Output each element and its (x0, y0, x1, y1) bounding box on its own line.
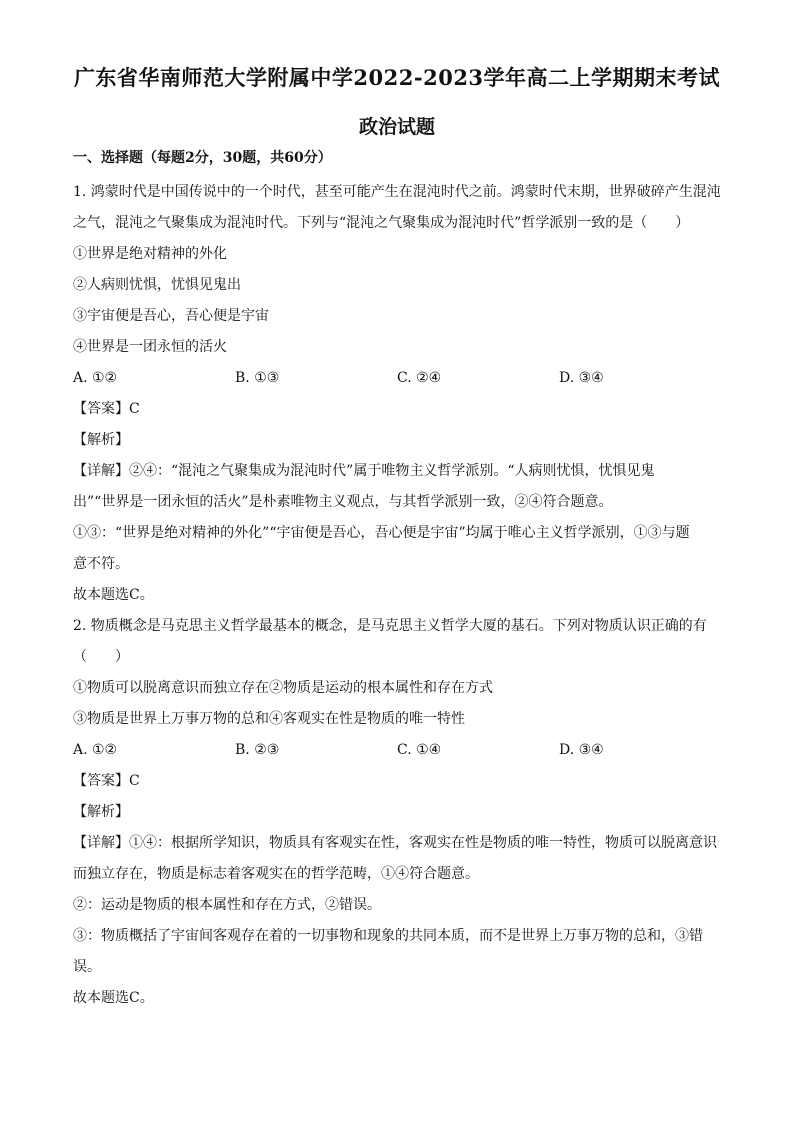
q1-detail-line-1: 【详解】②④：“混沌之气聚集成为混沌时代”属于唯物主义哲学派别。“人病则忧惧，忧惧见鬼 (73, 463, 655, 479)
q1-item-3: ③宇宙便是吾心，吾心便是宇宙 (73, 308, 269, 324)
q2-detail-line-5: 误。 (73, 959, 101, 975)
q2-options (73, 735, 723, 766)
q1-detail-line-3: ①③：“世界是绝对精神的外化”“宇宙便是吾心，吾心便是宇宙”均属于唯心主义哲学派别，①③与题 (73, 525, 690, 541)
q1-detail-line-4: 意不符。 (73, 556, 129, 572)
q1-item-2: ②人病则忧惧，忧惧见鬼出 (73, 277, 241, 293)
q2-option-d: D. ③④ (559, 742, 604, 758)
document-title: 广东省华南师范大学附属中学2022-2023学年高二上学期期末考试 (73, 65, 721, 90)
document-body (73, 147, 723, 1014)
q2-stem-line-2: （ ） (73, 649, 129, 665)
q1-answer: 【答案】C (73, 401, 140, 417)
q2-item-line-2: ③物质是世界上万事万物的总和④客观实在性是物质的唯一特性 (73, 711, 465, 727)
q1-item-4: ④世界是一团永恒的活火 (73, 339, 227, 355)
q2-detail-line-3: ②：运动是物质的根本属性和存在方式，②错误。 (73, 897, 381, 913)
q1-stem-line-1: 1. 鸿蒙时代是中国传说中的一个时代，甚至可能产生在混沌时代之前。鸿蒙时代末期，世界破碎产生混沌 (73, 184, 721, 200)
q1-detail-line-2: 出”“世界是一团永恒的活火”是朴素唯物主义观点，与其哲学派别一致，②④符合题意。 (73, 494, 613, 510)
q1-stem-line-2: 之气，混沌之气聚集成为混沌时代。下列与“混沌之气聚集成为混沌时代”哲学派别一致的是（ ） (73, 215, 690, 231)
q2-analysis-label: 【解析】 (73, 804, 129, 820)
q2-answer: 【答案】C (73, 773, 140, 789)
question-1 (73, 177, 723, 611)
q2-option-b: B. ②③ (235, 742, 280, 758)
q2-stem-line-1: 2. 物质概念是马克思主义哲学最基本的概念，是马克思主义哲学大厦的基石。下列对物质认识正确的有 (73, 618, 707, 634)
q1-option-d: D. ③④ (559, 370, 604, 386)
document-subtitle: 政治试题 (358, 116, 435, 138)
q1-item-1: ①世界是绝对精神的外化 (73, 246, 227, 262)
q2-detail-line-4: ③：物质概括了宇宙间客观存在着的一切事物和现象的共同本质，而不是世界上万事万物的总和，③错 (73, 928, 703, 944)
q2-item-line-1: ①物质可以脱离意识而独立存在②物质是运动的根本属性和存在方式 (73, 680, 493, 696)
q2-option-c: C. ①④ (397, 742, 442, 758)
q1-analysis-label: 【解析】 (73, 432, 129, 448)
q2-detail-line-1: 【详解】①④：根据所学知识，物质具有客观实在性，客观实在性是物质的唯一特性，物质可以脱离意识 (73, 835, 717, 851)
q1-option-a: A. ①② (73, 370, 118, 386)
question-2 (73, 611, 723, 1014)
section-heading: 一、选择题（每题2分，30题，共60分） (73, 150, 332, 166)
q2-option-a: A. ①② (73, 742, 118, 758)
q1-options (73, 363, 723, 394)
q2-conclusion: 故本题选C。 (73, 990, 154, 1006)
q1-option-c: C. ②④ (397, 370, 442, 386)
q1-conclusion: 故本题选C。 (73, 587, 154, 603)
q2-detail-line-2: 而独立存在，物质是标志着客观实在的哲学范畴，①④符合题意。 (73, 866, 479, 882)
q1-option-b: B. ①③ (235, 370, 280, 386)
